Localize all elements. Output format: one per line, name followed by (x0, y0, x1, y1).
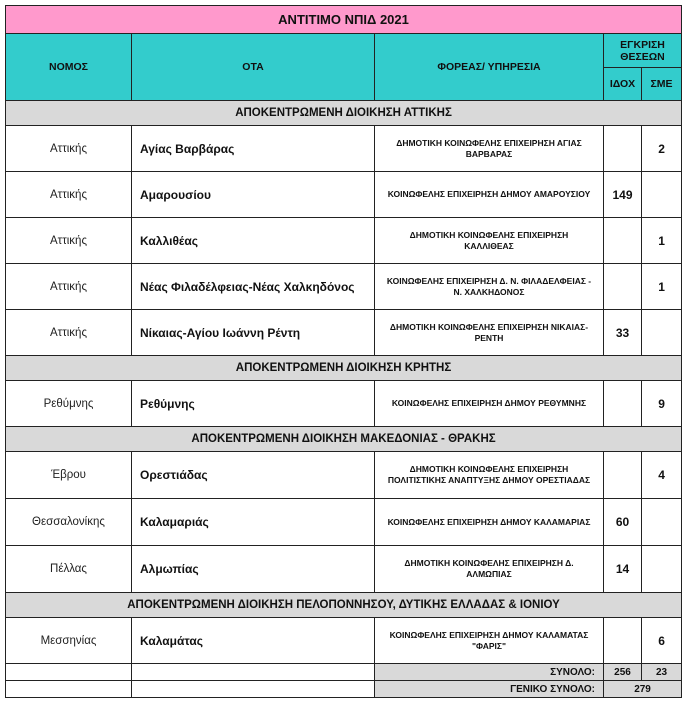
table-title: ΑΝΤΙΤΙΜΟ ΝΠΙΔ 2021 (6, 6, 682, 34)
total-idox: 256 (604, 664, 642, 681)
table-row (6, 264, 682, 310)
cell-ota: Καλαμάτας (132, 618, 375, 664)
grand-total-label: ΓΕΝΙΚΟ ΣΥΝΟΛΟ: (375, 681, 604, 698)
cell-nomos: Ρεθύμνης (6, 381, 132, 427)
allocation-table (5, 5, 682, 698)
section-title: ΑΠΟΚΕΝΤΡΩΜΕΝΗ ΔΙΟΙΚΗΣΗ ΜΑΚΕΔΟΝΙΑΣ - ΘΡΑΚΗΣ (6, 427, 682, 452)
cell-idox: 149 (604, 172, 642, 218)
cell-idox: 33 (604, 310, 642, 356)
cell-idox (604, 618, 642, 664)
section-title: ΑΠΟΚΕΝΤΡΩΜΕΝΗ ΔΙΟΙΚΗΣΗ ΠΕΛΟΠΟΝΝΗΣΟΥ, ΔΥΤΙΚΗΣ ΕΛΛΑΔΑΣ & ΙΟΝΙΟΥ (6, 593, 682, 618)
cell-foreas: ΚΟΙΝΩΦΕΛΗΣ ΕΠΙΧΕΙΡΗΣΗ ΔΗΜΟΥ ΚΑΛΑΜΑΤΑΣ "ΦΑΡΙΣ" (375, 618, 604, 664)
section-title: ΑΠΟΚΕΝΤΡΩΜΕΝΗ ΔΙΟΙΚΗΣΗ ΑΤΤΙΚΗΣ (6, 101, 682, 126)
cell-foreas: ΔΗΜΟΤΙΚΗ ΚΟΙΝΩΦΕΛΗΣ ΕΠΙΧΕΙΡΗΣΗ ΠΟΛΙΤΙΣΤΙΚΗΣ ΑΝΑΠΤΥΞΗΣ ΔΗΜΟΥ ΟΡΕΣΤΙΑΔΑΣ (375, 452, 604, 499)
cell-sme (642, 310, 682, 356)
header-idox: ΙΔΟΧ (604, 68, 642, 101)
table-row (6, 499, 682, 546)
cell-nomos: Έβρου (6, 452, 132, 499)
header-ota: ΟΤΑ (132, 34, 375, 101)
header-nomos: ΝΟΜΟΣ (6, 34, 132, 101)
cell-ota: Νέας Φιλαδέλφειας-Νέας Χαλκηδόνος (132, 264, 375, 310)
table-row (6, 310, 682, 356)
grand-total-value: 279 (604, 681, 682, 698)
cell-foreas: ΚΟΙΝΩΦΕΛΗΣ ΕΠΙΧΕΙΡΗΣΗ ΔΗΜΟΥ ΚΑΛΑΜΑΡΙΑΣ (375, 499, 604, 546)
cell-sme: 1 (642, 218, 682, 264)
cell-idox: 60 (604, 499, 642, 546)
cell-sme (642, 172, 682, 218)
grand-total-row (6, 681, 682, 698)
cell-ota: Νίκαιας-Αγίου Ιωάννη Ρέντη (132, 310, 375, 356)
cell-foreas: ΔΗΜΟΤΙΚΗ ΚΟΙΝΩΦΕΛΗΣ ΕΠΙΧΕΙΡΗΣΗ ΚΑΛΛΙΘΕΑΣ (375, 218, 604, 264)
total-label: ΣΥΝΟΛΟ: (375, 664, 604, 681)
cell-sme: 2 (642, 126, 682, 172)
table-row (6, 172, 682, 218)
cell-sme: 9 (642, 381, 682, 427)
table-row (6, 546, 682, 593)
cell-foreas: ΔΗΜΟΤΙΚΗ ΚΟΙΝΩΦΕΛΗΣ ΕΠΙΧΕΙΡΗΣΗ ΑΓΙΑΣ ΒΑΡΒΑΡΑΣ (375, 126, 604, 172)
cell-ota: Αμαρουσίου (132, 172, 375, 218)
cell-nomos: Πέλλας (6, 546, 132, 593)
cell-nomos: Θεσσαλονίκης (6, 499, 132, 546)
header-foreas: ΦΟΡΕΑΣ/ ΥΠΗΡΕΣΙΑ (375, 34, 604, 101)
cell-ota: Καλαμαριάς (132, 499, 375, 546)
cell-foreas: ΔΗΜΟΤΙΚΗ ΚΟΙΝΩΦΕΛΗΣ ΕΠΙΧΕΙΡΗΣΗ Δ. ΑΛΜΩΠΙΑΣ (375, 546, 604, 593)
cell-sme: 4 (642, 452, 682, 499)
blank-cell (6, 681, 132, 698)
cell-idox: 14 (604, 546, 642, 593)
cell-sme: 6 (642, 618, 682, 664)
total-row (6, 664, 682, 681)
cell-ota: Ορεστιάδας (132, 452, 375, 499)
blank-cell (132, 664, 375, 681)
blank-cell (6, 664, 132, 681)
table-body (6, 101, 682, 698)
cell-foreas: ΔΗΜΟΤΙΚΗ ΚΟΙΝΩΦΕΛΗΣ ΕΠΙΧΕΙΡΗΣΗ ΝΙΚΑΙΑΣ-ΡΕΝΤΗ (375, 310, 604, 356)
table-row (6, 126, 682, 172)
cell-nomos: Αττικής (6, 172, 132, 218)
table-row (6, 618, 682, 664)
cell-sme (642, 546, 682, 593)
cell-nomos: Αττικής (6, 218, 132, 264)
cell-ota: Καλλιθέας (132, 218, 375, 264)
cell-sme (642, 499, 682, 546)
cell-nomos: Αττικής (6, 126, 132, 172)
header-sme: ΣΜΕ (642, 68, 682, 101)
cell-ota: Αλμωπίας (132, 546, 375, 593)
cell-sme: 1 (642, 264, 682, 310)
cell-nomos: Αττικής (6, 310, 132, 356)
cell-idox (604, 381, 642, 427)
cell-nomos: Μεσσηνίας (6, 618, 132, 664)
table-row (6, 381, 682, 427)
cell-idox (604, 126, 642, 172)
cell-foreas: ΚΟΙΝΩΦΕΛΗΣ ΕΠΙΧΕΙΡΗΣΗ ΔΗΜΟΥ ΡΕΘΥΜΝΗΣ (375, 381, 604, 427)
cell-foreas: ΚΟΙΝΩΦΕΛΗΣ ΕΠΙΧΕΙΡΗΣΗ ΔΗΜΟΥ ΑΜΑΡΟΥΣΙΟΥ (375, 172, 604, 218)
cell-idox (604, 452, 642, 499)
header-approval: ΕΓΚΡΙΣΗ ΘΕΣΕΩΝ (604, 34, 682, 68)
table-row (6, 452, 682, 499)
section-title: ΑΠΟΚΕΝΤΡΩΜΕΝΗ ΔΙΟΙΚΗΣΗ ΚΡΗΤΗΣ (6, 356, 682, 381)
total-sme: 23 (642, 664, 682, 681)
cell-ota: Ρεθύμνης (132, 381, 375, 427)
table-row (6, 218, 682, 264)
cell-idox (604, 218, 642, 264)
cell-idox (604, 264, 642, 310)
cell-ota: Αγίας Βαρβάρας (132, 126, 375, 172)
cell-foreas: ΚΟΙΝΩΦΕΛΗΣ ΕΠΙΧΕΙΡΗΣΗ Δ. Ν. ΦΙΛΑΔΕΛΦΕΙΑΣ - Ν. ΧΑΛΚΗΔΟΝΟΣ (375, 264, 604, 310)
cell-nomos: Αττικής (6, 264, 132, 310)
blank-cell (132, 681, 375, 698)
